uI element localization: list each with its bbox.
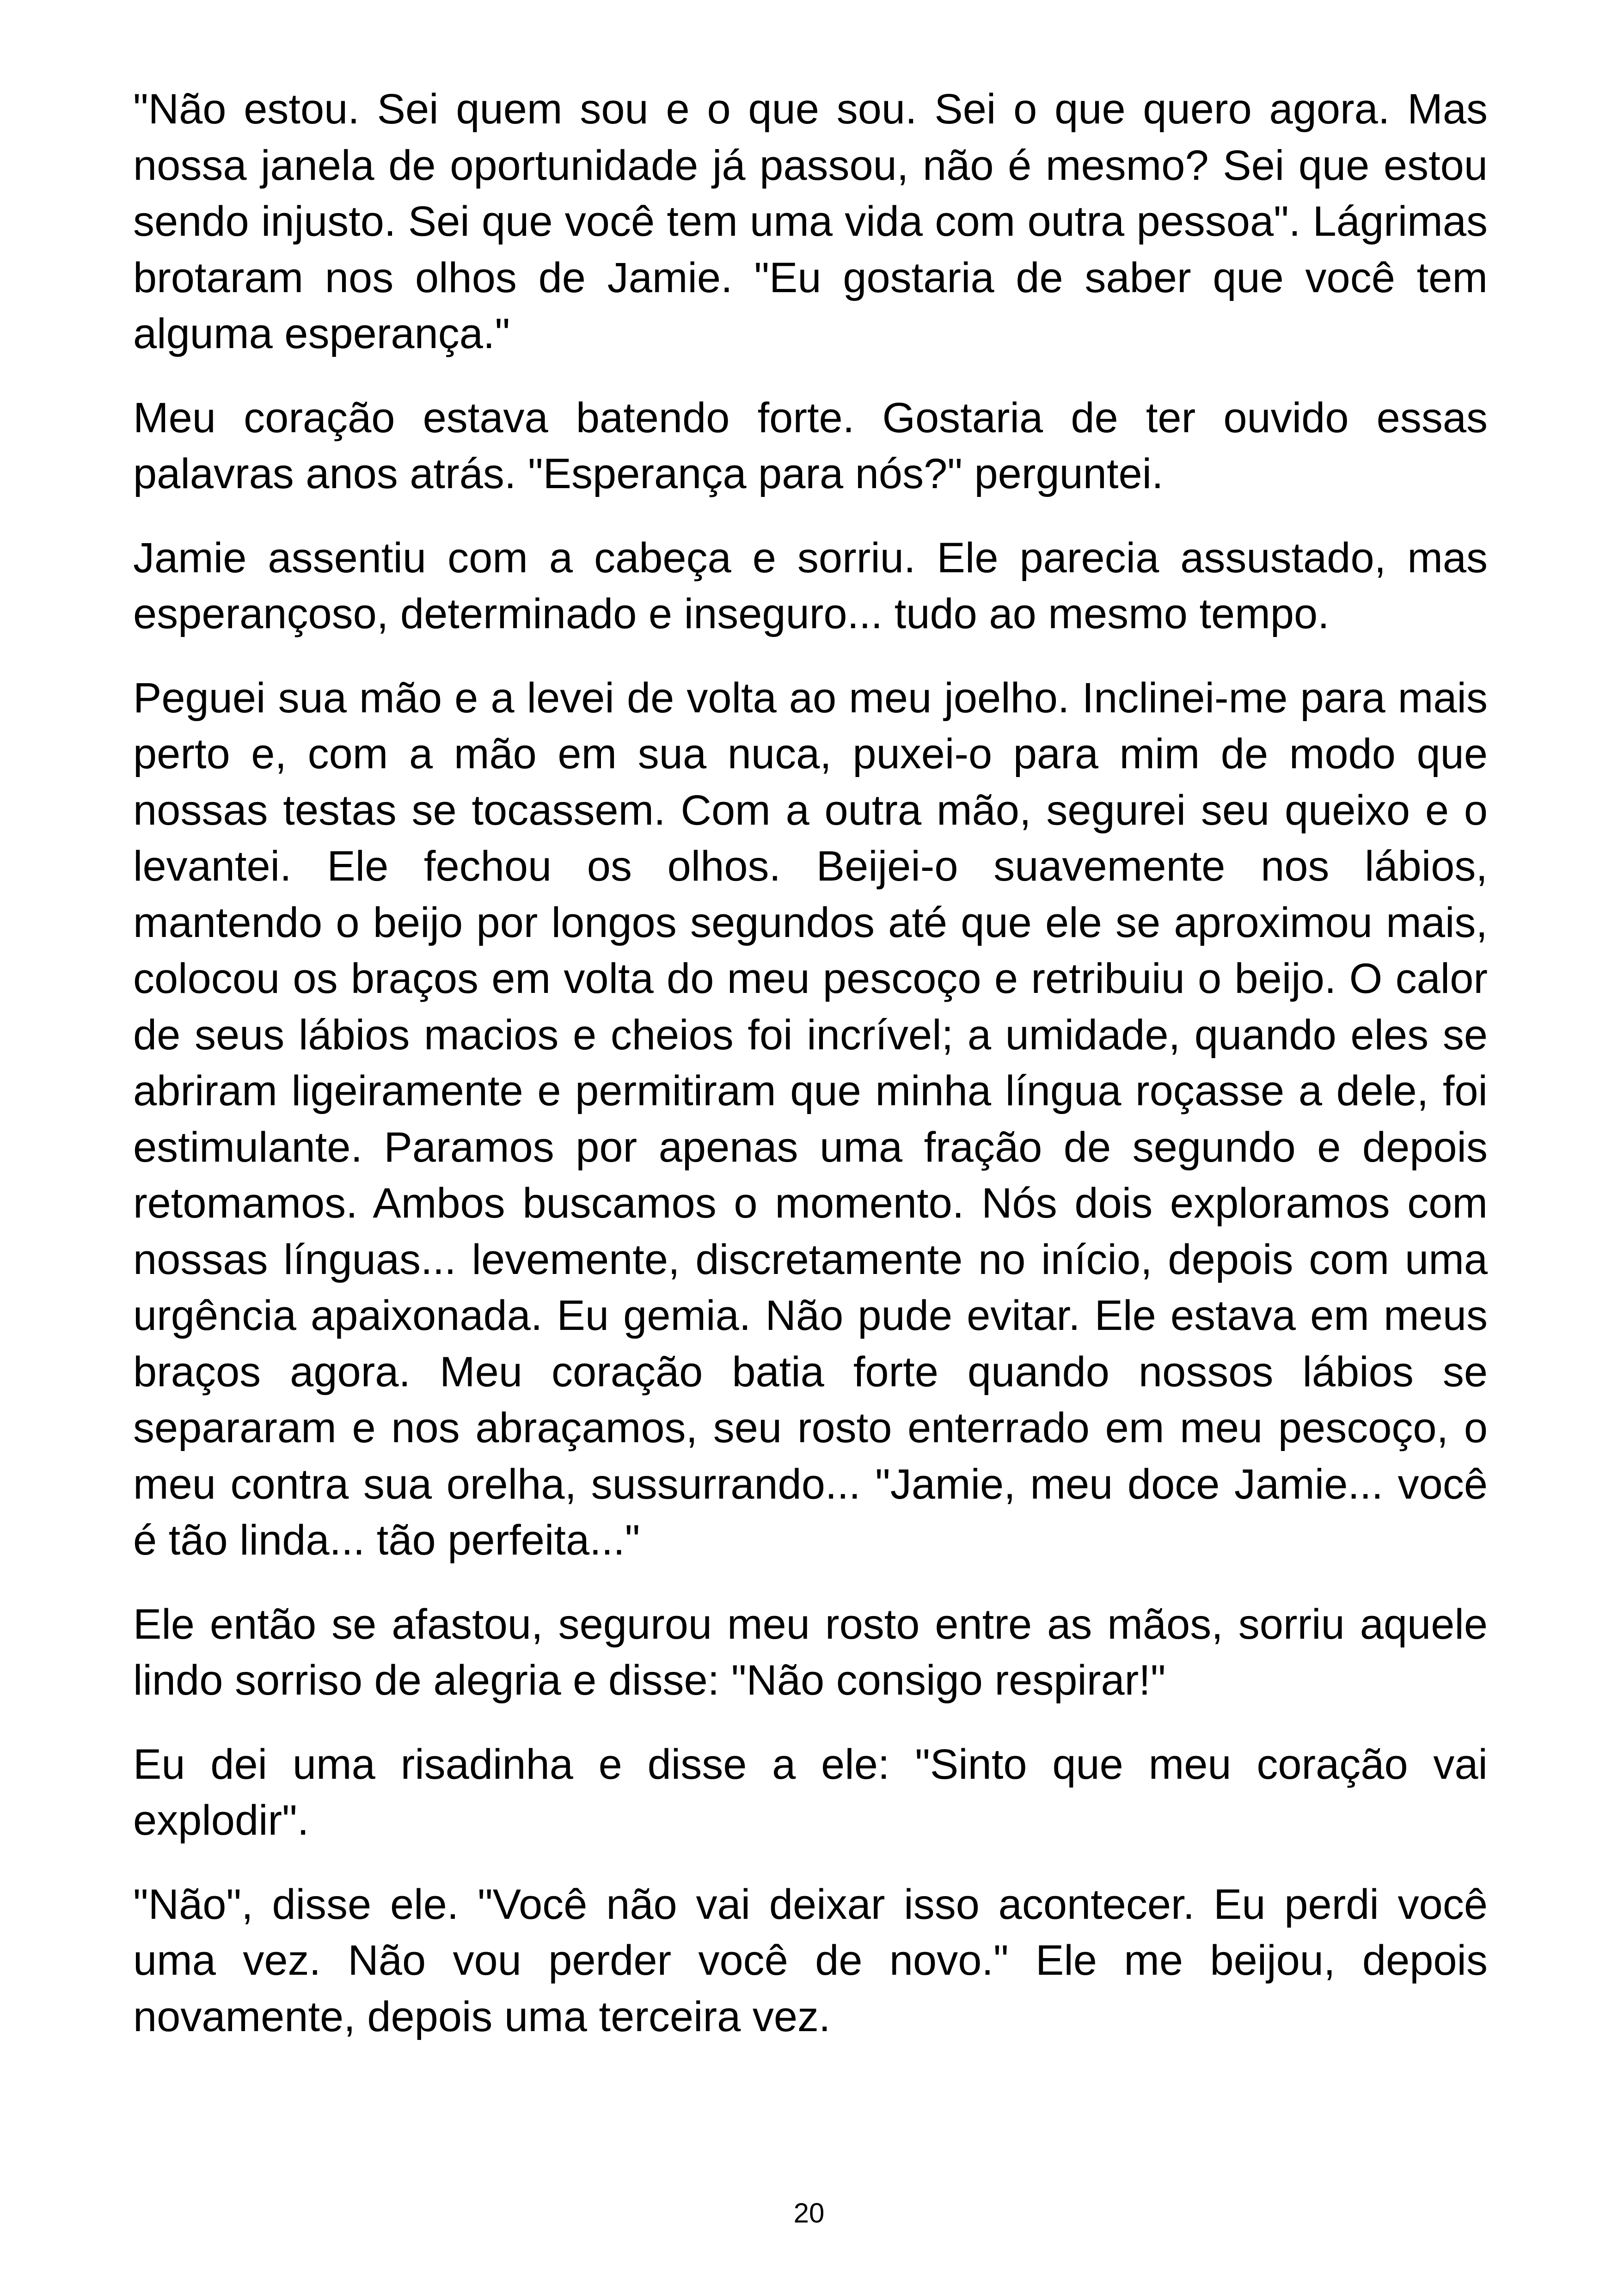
paragraph-5: Ele então se afastou, segurou meu rosto entre as mãos, sorriu aquele lindo sorriso de alegria e disse: "Não consigo respirar!" — [133, 1600, 1488, 1704]
body-text — [133, 81, 1488, 2073]
paragraph-7: "Não", disse ele. "Você não vai deixar isso acontecer. Eu perdi você uma vez. Não vou perder você de novo." Ele me beijou, depois novamente, depois uma terceira vez. — [133, 1880, 1488, 2040]
paragraph-1: "Não estou. Sei quem sou e o que sou. Sei o que quero agora. Mas nossa janela de oportunidade já passou, não é mesmo? Sei que estou sendo injusto. Sei que você tem uma vida com outra pessoa". Lágrimas brotaram nos olhos de Jamie. "Eu gostaria de saber que você tem alguma esperança." — [133, 86, 1488, 357]
paragraph-6: Eu dei uma risadinha e disse a ele: "Sinto que meu coração vai explodir". — [133, 1740, 1488, 1844]
paragraph-2: Meu coração estava batendo forte. Gostaria de ter ouvido essas palavras anos atrás. "Esperança para nós?" perguntei. — [133, 394, 1488, 497]
paragraph-3: Jamie assentiu com a cabeça e sorriu. Ele parecia assustado, mas esperançoso, determinado e inseguro... tudo ao mesmo tempo. — [133, 534, 1488, 637]
paragraph-4: Peguei sua mão e a levei de volta ao meu joelho. Inclinei-me para mais perto e, com a mão em sua nuca, puxei-o para mim de modo que nossas testas se tocassem. Com a outra mão, segurei seu queixo e o levantei. Ele fechou os olhos. Beijei-o suavemente nos lábios, mantendo o beijo por longos segundos até que ele se aproximou mais, colocou os braços em volta do meu pescoço e retribuiu o beijo. O calor de seus lábios macios e cheios foi incrível; a umidade, quando eles se abriram ligeiramente e permitiram que minha língua roçasse a dele, foi estimulante. Paramos por apenas uma fração de segundo e depois retomamos. Ambos buscamos o momento. Nós dois exploramos com nossas línguas... levemente, discretamente no início, depois com uma urgência apaixonada. Eu gemia. Não pude evitar. Ele estava em meus braços agora. Meu coração batia forte quando nossos lábios se separaram e nos abraçamos, seu rosto enterrado em meu pescoço, o meu contra sua orelha, sussurrando... "Jamie, meu doce Jamie... você é tão linda... tão perfeita..." — [133, 674, 1488, 1564]
page-number: 20 — [793, 2198, 825, 2229]
